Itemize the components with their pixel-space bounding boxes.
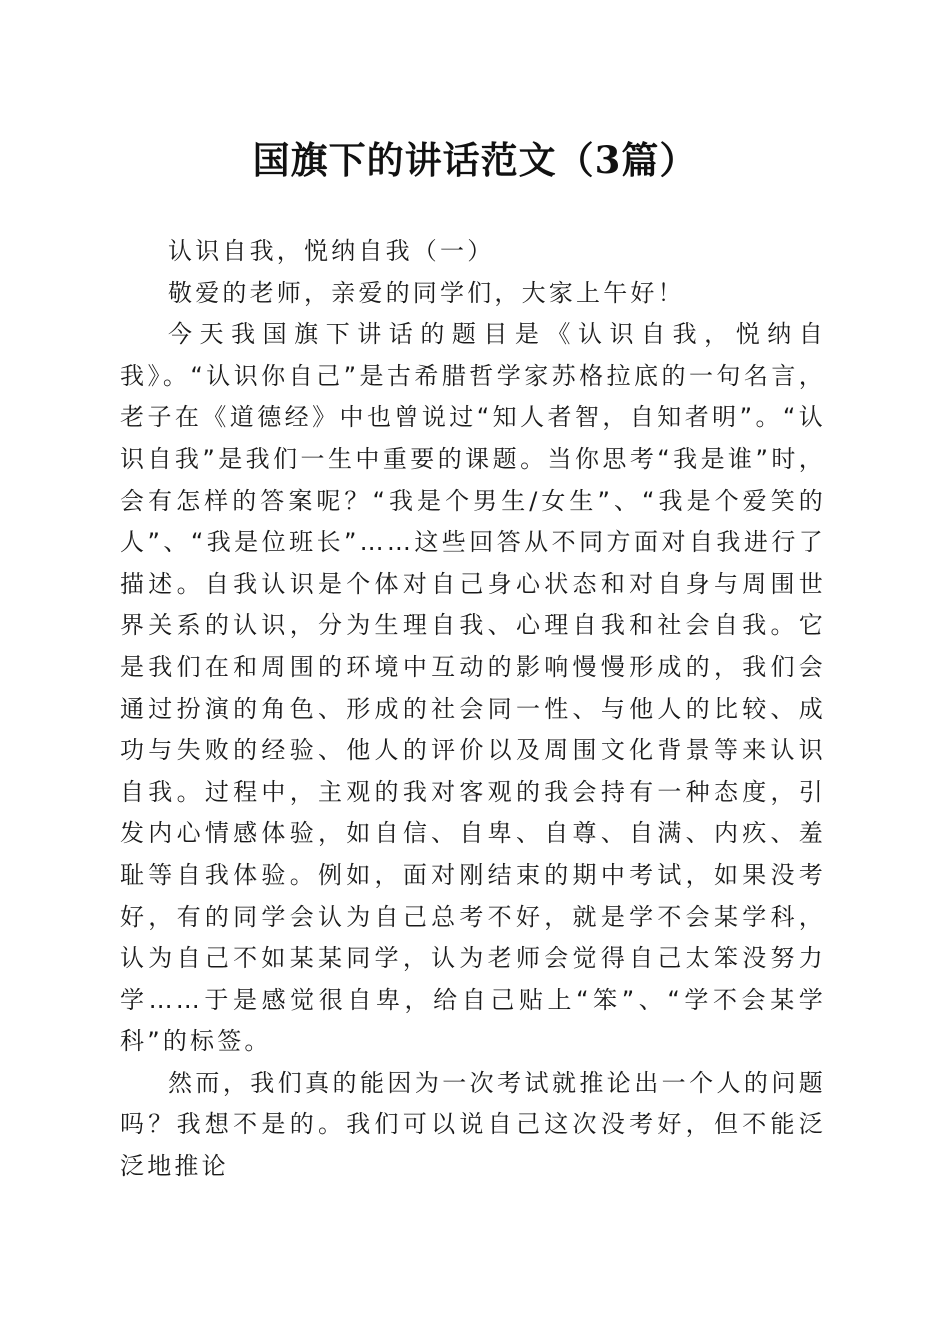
section-heading: 认识自我，悦纳自我（一） bbox=[168, 237, 495, 265]
document-body bbox=[120, 231, 826, 1188]
document-title: 国旗下的讲话范文（3篇） bbox=[252, 138, 698, 182]
body-paragraph: 今天我国旗下讲话的题目是《认识自我，悦纳自我》。“认识你自己”是古希腊哲学家苏格拉底的一句名言，老子在《道德经》中也曾说过“知人者智，自知者明”。“认识自我”是我们一生中重要的课题。当你思考“我是谁”时，会有怎样的答案呢？“我是个男生/女生”、“我是个爱笑的人”、“我是位班长”……这些回答从不同方面对自我进行了描述。自我认识是个体对自己身心状态和对自身与周围世界关系的认识，分为生理自我、心理自我和社会自我。它是我们在和周围的环境中互动的影响慢慢形成的，我们会通过扮演的角色、形成的社会同一性、与他人的比较、成功与失败的经验、他人的评价以及周围文化背景等来认识自我。过程中，主观的我对客观的我会持有一种态度，引发内心情感体验，如自信、自卑、自尊、自满、内疚、羞耻等自我体验。例如，面对刚结束的期中考试，如果没考好，有的同学会认为自己总考不好，就是学不会某学科，认为自己不如某某同学，认为老师会觉得自己太笨没努力学……于是感觉很自卑，给自己贴上“笨”、“学不会某学科”的标签。 bbox=[120, 320, 826, 1056]
salutation-paragraph: 敬爱的老师，亲爱的同学们，大家上午好！ bbox=[168, 278, 685, 307]
body-paragraph: 然而，我们真的能因为一次考试就推论出一个人的问题吗？我想不是的。我们可以说自己这次没考好，但不能泛泛地推论 bbox=[120, 1068, 826, 1181]
